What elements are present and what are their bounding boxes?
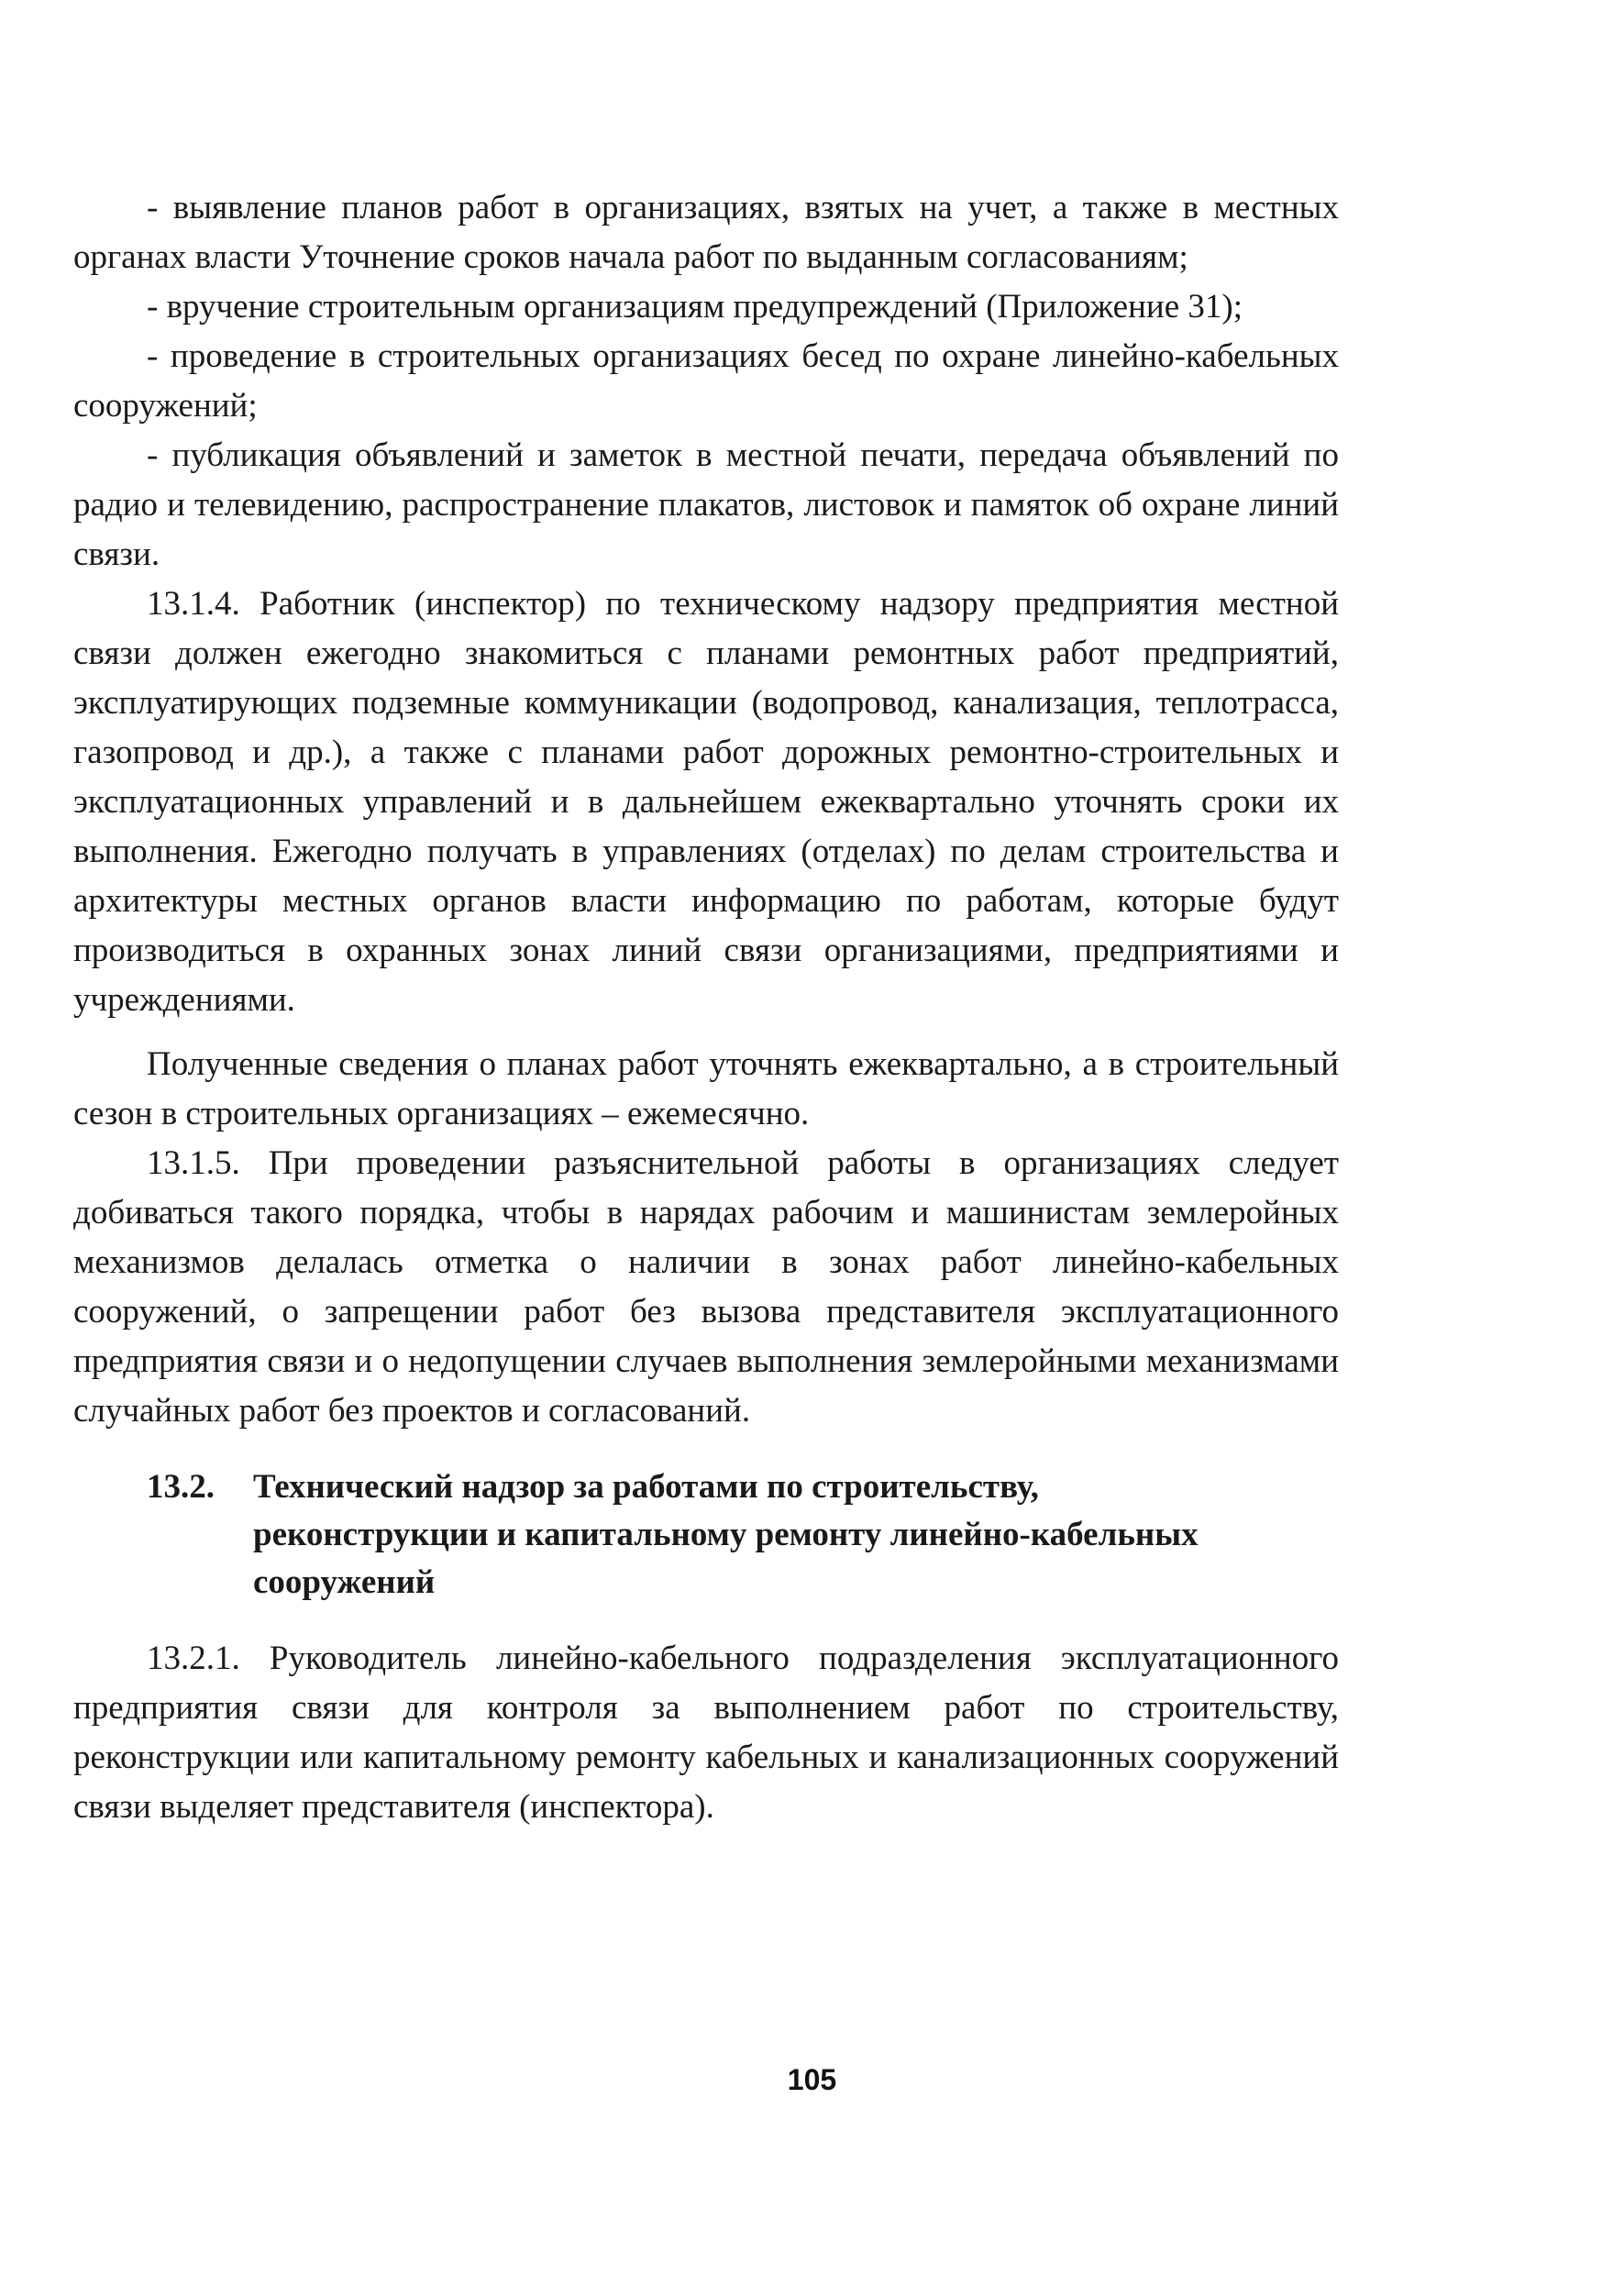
paragraph-13-1-5: 13.1.5. При проведении разъяснительной работы в организациях следует добиваться такого порядка, чтобы в нарядах рабочим и машинистам землеройных механизмов делалась отметка о наличии в зонах работ линейно-кабельных сооружений, о запрещении работ без вызова представителя эксплуатационного предприятия связи и о недопущении случаев выполнения землеройными механизмами случайных работ без проектов и согласований. — [73, 1144, 1339, 1430]
bullet-item: - проведение в строительных организациях бесед по охране линейно-кабельных сооружений; — [73, 337, 1339, 425]
document-page — [73, 183, 1339, 1832]
paragraph-13-1-4: 13.1.4. Работник (инспектор) по техническому надзору предприятия местной связи должен ежегодно знакомиться с планами ремонтных работ предприятий, эксплуатирующих подземные коммуникации (водопровод, канализация, теплотрасса, газопровод и др.), а также с планами работ дорожных ремонтно-строительных и эксплуатационных управлений и в дальнейшем ежеквартально уточнять сроки их выполнения. Ежегодно получать в управлениях (отделах) по делам строительства и архитектуры местных органов власти информацию по работам, которые будут производиться в охранных зонах линий связи организациями, предприятиями и учреждениями. — [73, 585, 1339, 1019]
paragraph-13-2-1: 13.2.1. Руководитель линейно-кабельного подразделения эксплуатационного предприятия связи для контроля за выполнением работ по строительству, реконструкции или капитальному ремонту кабельных и канализационных сооружений связи выделяет представителя (инспектора). — [73, 1640, 1339, 1826]
page-number: 105 — [787, 2063, 837, 2096]
section-title: Технический надзор за работами по строительству, реконструкции и капитальному ремонту линейно-кабельных сооружений — [253, 1468, 1199, 1601]
bullet-item: - публикация объявлений и заметок в местной печати, передача объявлений по радио и телевидению, распространение плакатов, листовок и памяток об охране линий связи. — [73, 436, 1339, 573]
section-number: 13.2. — [147, 1468, 215, 1506]
bullet-item: - вручение строительным организациям предупреждений (Приложение 31); — [147, 288, 1243, 326]
bullet-item: - выявление планов работ в организациях, взятых на учет, а также в местных органах власти Уточнение сроков начала работ по выданным согласованиям; — [73, 189, 1339, 276]
paragraph-received-info: Полученные сведения о планах работ уточнять ежеквартально, а в строительный сезон в строительных организациях – ежемесячно. — [73, 1045, 1339, 1132]
section-heading — [147, 1463, 1339, 1607]
